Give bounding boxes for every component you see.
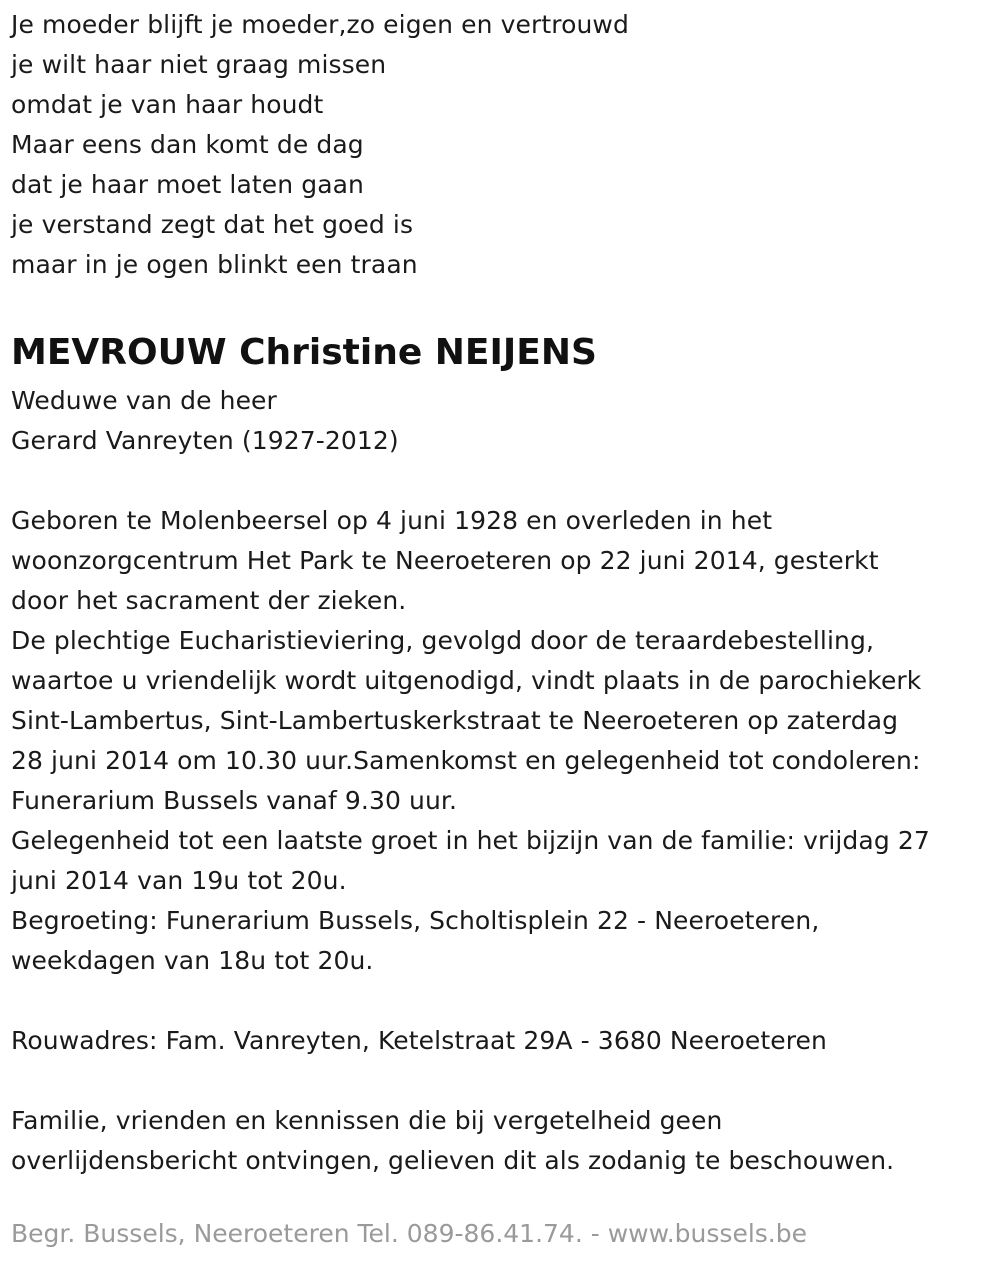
obituary-notice [11,5,986,1181]
poem-line: omdat je van haar houdt [11,90,324,119]
details-line: weekdagen van 18u tot 20u. [11,946,374,975]
deceased-name: MEVROUW Christine NEIJENS [11,332,597,373]
relation-line: Weduwe van de heer [11,386,277,415]
funeral-home-footer: Begr. Bussels, Neeroeteren Tel. 089-86.41.74. - www.bussels.be [11,1219,807,1248]
mourning-address: Rouwadres: Fam. Vanreyten, Ketelstraat 29A - 3680 Neeroeteren [11,1026,827,1055]
details-line: woonzorgcentrum Het Park te Neeroeteren op 22 juni 2014, gesterkt [11,546,879,575]
poem-line: je verstand zegt dat het goed is [11,210,414,239]
spacer [11,461,986,501]
details-line: waartoe u vriendelijk wordt uitgenodigd, vindt plaats in de parochiekerk [11,666,922,695]
closing-line: Familie, vrienden en kennissen die bij vergetelheid geen [11,1106,723,1135]
poem [11,5,986,285]
spacer [11,981,986,1021]
details-line: De plechtige Eucharistieviering, gevolgd door de teraardebestelling, [11,626,874,655]
closing-note [11,1101,986,1181]
details-line: Begroeting: Funerarium Bussels, Scholtisplein 22 - Neeroeteren, [11,906,820,935]
poem-line: Je moeder blijft je moeder,zo eigen en vertrouwd [11,10,629,39]
spacer [11,1061,986,1101]
details-line: Sint-Lambertus, Sint-Lambertuskerkstraat te Neeroeteren op zaterdag [11,706,899,735]
details [11,501,986,981]
details-line: Gelegenheid tot een laatste groet in het bijzijn van de familie: vrijdag 27 [11,826,930,855]
poem-line: maar in je ogen blinkt een traan [11,250,418,279]
closing-line: overlijdensbericht ontvingen, gelieven dit als zodanig te beschouwen. [11,1146,895,1175]
poem-line: je wilt haar niet graag missen [11,50,387,79]
details-line: Geboren te Molenbeersel op 4 juni 1928 en overleden in het [11,506,773,535]
details-line: 28 juni 2014 om 10.30 uur.Samenkomst en gelegenheid tot condoleren: [11,746,921,775]
poem-line: Maar eens dan komt de dag [11,130,364,159]
poem-line: dat je haar moet laten gaan [11,170,364,199]
relation [11,381,986,461]
details-line: juni 2014 van 19u tot 20u. [11,866,347,895]
relation-line: Gerard Vanreyten (1927-2012) [11,426,399,455]
details-line: door het sacrament der zieken. [11,586,407,615]
details-line: Funerarium Bussels vanaf 9.30 uur. [11,786,458,815]
